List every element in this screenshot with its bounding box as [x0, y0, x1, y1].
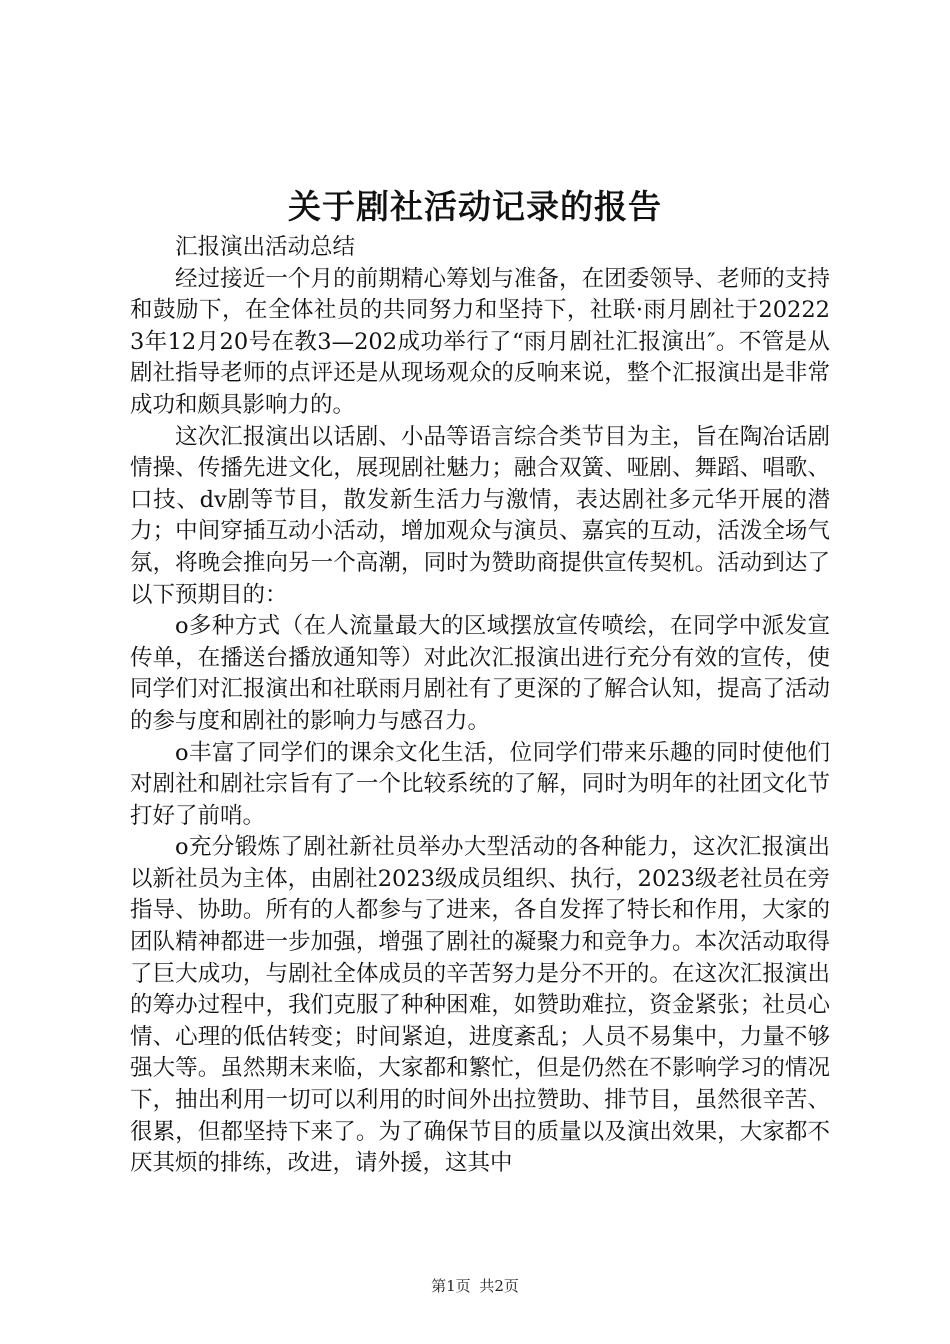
document-body: [130, 232, 830, 1180]
paragraph: o充分锻炼了剧社新社员举办大型活动的各种能力，这次汇报演出以新社员为主体，由剧社2023级成员组织、执行，2023级老社员在旁指导、协助。所有的人都参与了进来，各自发挥了特长和作用，大家的团队精神都进一步加强，增强了剧社的凝聚力和竞争力。本次活动取得了巨大成功，与剧社全体成员的辛苦努力是分不开的。在这次汇报演出的筹办过程中，我们克服了种种困难，如赞助难拉，资金紧张；社员心情、心理的低估转变；时间紧迫，进度紊乱；人员不易集中，力量不够强大等。虽然期末来临，大家都和繁忙，但是仍然在不影响学习的情况下，抽出利用一切可以利用的时间外出拉赞助、排节目，虽然很辛苦、很累，但都坚持下来了。为了确保节目的质量以及演出效果，大家都不厌其烦的排练，改进，请外援，这其中: [130, 834, 830, 1177]
page-number: 第1页: [431, 1277, 471, 1295]
page-footer: [0, 1276, 950, 1296]
paragraph: o丰富了同学们的课余文化生活，位同学们带来乐趣的同时使他们对剧社和剧社宗旨有了一个比较系统的了解，同时为明年的社团文化节打好了前哨。: [130, 739, 830, 829]
document-title: 关于剧社活动记录的报告: [288, 187, 662, 226]
paragraph: 这次汇报演出以话剧、小品等语言综合类节目为主，旨在陶冶话剧情操、传播先进文化，展现剧社魅力；融合双簧、哑剧、舞蹈、唱歌、口技、dv剧等节目，散发新生活力与激情，表达剧社多元华开展的潜力；中间穿插互动小活动，增加观众与演员、嘉宾的互动，活泼全场气氛，将晚会推向另一个高潮，同时为赞助商提供宣传契机。活动到达了以下预期目的：: [130, 423, 830, 608]
section-subtitle: 汇报演出活动总结: [175, 234, 356, 260]
paragraph: o多种方式（在人流量最大的区域摆放宣传喷绘，在同学中派发宣传单，在播送台播放通知等）对此次汇报演出进行充分有效的宣传，使同学们对汇报演出和社联雨月剧社有了更深的了解合认知，提高了活动的参与度和剧社的影响力与感召力。: [130, 613, 830, 734]
paragraph: 经过接近一个月的前期精心筹划与准备，在团委领导、老师的支持和鼓励下，在全体社员的共同努力和坚持下，社联·雨月剧社于202223年12月20号在教3—202成功举行了“雨月剧社汇报演出″。不管是从剧社指导老师的点评还是从现场观众的反响来说，整个汇报演出是非常成功和颇具影响力的。: [130, 265, 830, 418]
page-total: 共2页: [479, 1277, 519, 1295]
